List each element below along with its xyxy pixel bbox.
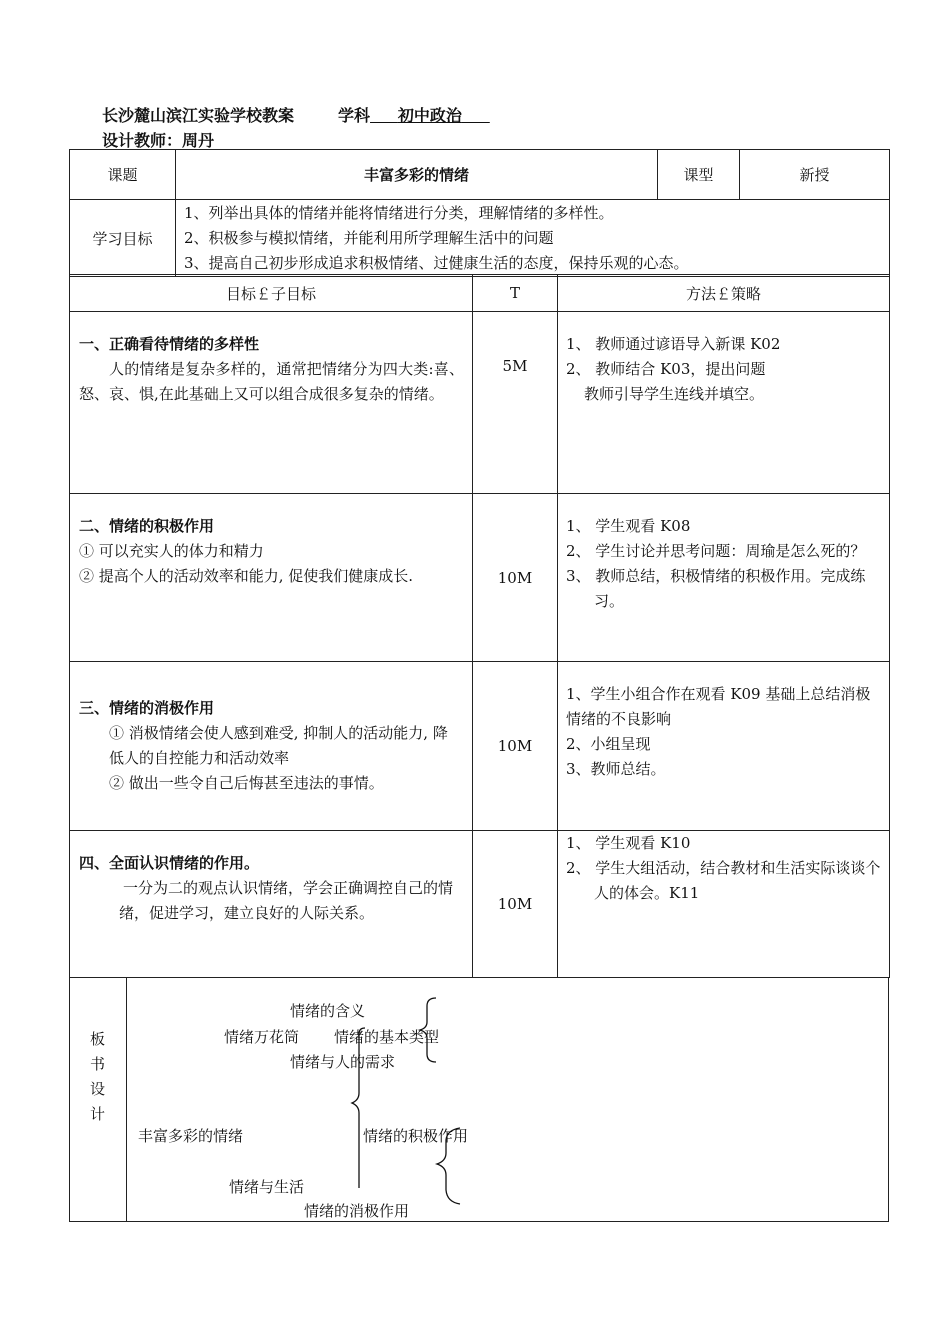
document-header xyxy=(102,103,490,126)
section-title: 四、全面认识情绪的作用。 xyxy=(79,854,260,872)
method-item: 2、 教师结合 K03，提出问题 xyxy=(566,360,766,378)
topic-value: 丰富多彩的情绪 xyxy=(176,150,658,200)
section-body: 人的情绪是复杂多样的，通常把情绪分为四大类:喜、怒、哀、惧,在此基础上又可以组合成很多复杂的情绪。 xyxy=(79,360,464,403)
method-item: 1、 学生观看 K08 xyxy=(566,517,691,535)
table-row xyxy=(70,662,890,831)
lesson-plan-table xyxy=(69,274,890,978)
table-row xyxy=(70,831,890,978)
board-branch2: 情绪与生活 xyxy=(229,1178,305,1196)
school-name: 长沙麓山滨江实验学校教案 xyxy=(102,106,295,125)
section-methods xyxy=(558,831,890,978)
designer-line: 设计教师：周丹 xyxy=(102,131,215,150)
method-item: 2、 学生大组活动，结合教材和生活实际谈谈个人的体会。K11 xyxy=(566,859,881,902)
goals-label: 学习目标 xyxy=(70,200,176,277)
col-header-method: 方法￡策略 xyxy=(558,275,890,312)
board-branch1-item: 情绪与人的需求 xyxy=(290,1053,396,1071)
method-item: 2、 学生讨论并思考问题：周瑜是怎么死的？ xyxy=(566,542,866,560)
lesson-meta-table xyxy=(69,149,890,277)
section-time: 10M xyxy=(473,662,558,831)
board-branch1: 情绪万花筒 xyxy=(224,1028,300,1046)
section-body: ① 可以充实人的体力和精力 xyxy=(79,542,264,560)
method-item: 1、学生小组合作在观看 K09 基础上总结消极情绪的不良影响 xyxy=(566,685,871,728)
section-time: 5M xyxy=(473,312,558,494)
board-braces xyxy=(70,978,890,1222)
board-root: 丰富多彩的情绪 xyxy=(138,1127,244,1145)
section-title: 一、正确看待情绪的多样性 xyxy=(79,335,260,353)
section-title: 三、情绪的消极作用 xyxy=(79,699,215,717)
type-value: 新授 xyxy=(740,150,890,200)
board-branch1-item: 情绪的含义 xyxy=(290,1002,366,1020)
topic-label: 课题 xyxy=(70,150,176,200)
method-item: 教师引导学生连线并填空。 xyxy=(584,385,765,403)
section-methods xyxy=(558,494,890,662)
type-label: 课型 xyxy=(658,150,740,200)
section-title: 二、情绪的积极作用 xyxy=(79,517,215,535)
table-row xyxy=(70,312,890,494)
board-branch1-item: 情绪的基本类型 xyxy=(334,1028,440,1046)
section-methods xyxy=(558,312,890,494)
goal-item: 1、列举出具体的情绪并能将情绪进行分类，理解情绪的多样性。 xyxy=(184,204,614,222)
board-design xyxy=(69,978,889,1222)
section-body: 一分为二的观点认识情绪，学会正确调控自己的情绪，促进学习，建立良好的人际关系。 xyxy=(119,879,454,922)
goals-list xyxy=(176,200,890,277)
subject-value: 初中政治 xyxy=(397,106,462,125)
section-methods xyxy=(558,662,890,831)
method-item: 3、教师总结。 xyxy=(566,760,666,778)
board-branch2-item: 情绪的消极作用 xyxy=(304,1202,410,1220)
section-goal xyxy=(70,312,473,494)
col-header-goal: 目标￡子目标 xyxy=(70,275,473,312)
section-body: ② 做出一些令自己后悔甚至违法的事情。 xyxy=(109,774,384,792)
method-item: 1、 学生观看 K10 xyxy=(566,834,691,852)
section-goal xyxy=(70,662,473,831)
method-item: 2、小组呈现 xyxy=(566,735,651,753)
method-item: 1、 教师通过谚语导入新课 K02 xyxy=(566,335,781,353)
section-time: 10M xyxy=(473,831,558,978)
section-body: ① 消极情绪会使人感到难受, 抑制人的活动能力, 降低人的自控能力和活动效率 xyxy=(109,724,448,767)
col-header-time: T xyxy=(473,275,558,312)
board-branch2-item: 情绪的积极作用 xyxy=(363,1127,469,1145)
subject-label: 学科 xyxy=(338,106,371,125)
section-body: ② 提高个人的活动效率和能力, 促使我们健康成长. xyxy=(79,567,414,585)
goal-item: 3、提高自己初步形成追求积极情绪、过健康生活的态度，保持乐观的心态。 xyxy=(184,254,689,272)
section-goal xyxy=(70,494,473,662)
board-label: 板 书 设 计 xyxy=(70,978,127,1221)
section-goal xyxy=(70,831,473,978)
method-item: 3、 教师总结，积极情绪的积极作用。完成练习。 xyxy=(566,567,866,610)
section-time: 10M xyxy=(473,494,558,662)
table-row xyxy=(70,494,890,662)
goal-item: 2、积极参与模拟情绪，并能利用所学理解生活中的问题 xyxy=(184,229,554,247)
